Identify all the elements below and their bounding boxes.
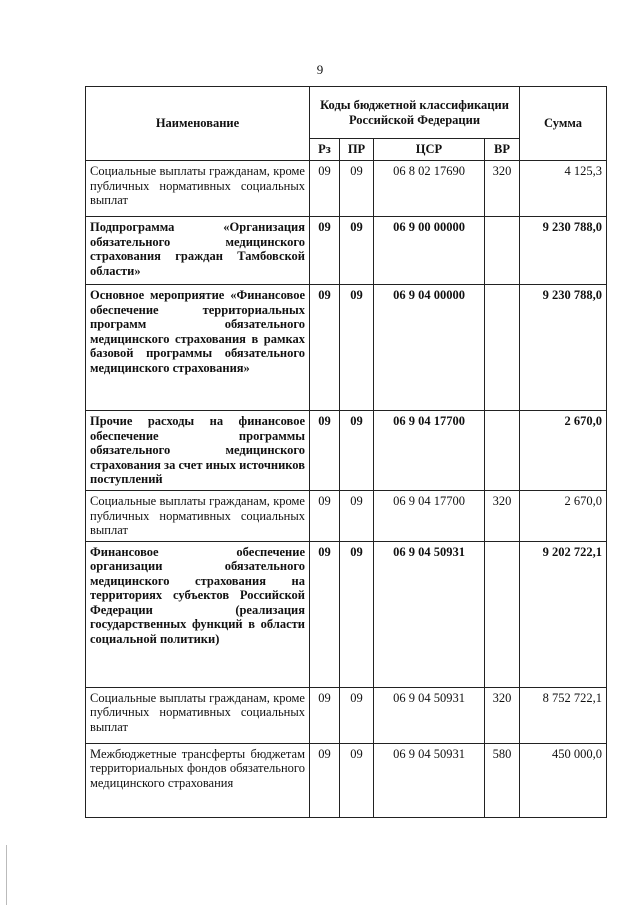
page-number: 9 [316, 62, 324, 77]
header-csr: ЦСР [374, 139, 485, 161]
row-sum: 8 752 722,1 [520, 687, 607, 743]
row-sum: 9 230 788,0 [520, 285, 607, 411]
table-row [86, 491, 607, 542]
header-pr: ПР [340, 139, 374, 161]
row-name: Социальные выплаты гражданам, кроме публичных нормативных социальных выплат [86, 491, 310, 542]
row-vr [485, 411, 520, 491]
row-name: Финансовое обеспечение организации обязательного медицинского страхования на территориях субъектов Российской Федерации (реализация государственных функций в области социальной политики) [86, 541, 310, 687]
row-csr: 06 9 04 50931 [374, 687, 485, 743]
table-row [86, 285, 607, 411]
row-rz: 09 [310, 687, 340, 743]
table-row [86, 411, 607, 491]
row-vr [485, 541, 520, 687]
row-pr: 09 [340, 687, 374, 743]
row-vr: 320 [485, 491, 520, 542]
row-pr: 09 [340, 161, 374, 217]
row-csr: 06 9 00 00000 [374, 217, 485, 285]
table-row [86, 743, 607, 817]
row-sum: 9 230 788,0 [520, 217, 607, 285]
row-rz: 09 [310, 541, 340, 687]
row-pr: 09 [340, 411, 374, 491]
table-row [86, 217, 607, 285]
row-pr: 09 [340, 285, 374, 411]
row-pr: 09 [340, 541, 374, 687]
header-rz: Рз [310, 139, 340, 161]
row-sum: 4 125,3 [520, 161, 607, 217]
row-sum: 9 202 722,1 [520, 541, 607, 687]
header-vr: ВР [485, 139, 520, 161]
row-pr: 09 [340, 491, 374, 542]
header-sum: Сумма [520, 87, 607, 161]
row-rz: 09 [310, 217, 340, 285]
row-sum: 2 670,0 [520, 411, 607, 491]
row-vr: 580 [485, 743, 520, 817]
row-name: Основное мероприятие «Финансовое обеспечение территориальных программ обязательного медицинского страхования в рамках базовой программы обязательного медицинского страхования» [86, 285, 310, 411]
row-csr: 06 8 02 17690 [374, 161, 485, 217]
row-rz: 09 [310, 285, 340, 411]
row-vr: 320 [485, 161, 520, 217]
budget-table [85, 86, 607, 818]
row-csr: 06 9 04 17700 [374, 491, 485, 542]
row-rz: 09 [310, 743, 340, 817]
row-vr [485, 217, 520, 285]
row-name: Социальные выплаты гражданам, кроме публичных нормативных социальных выплат [86, 687, 310, 743]
row-vr [485, 285, 520, 411]
table-row [86, 161, 607, 217]
table-row [86, 687, 607, 743]
table-row [86, 541, 607, 687]
row-csr: 06 9 04 50931 [374, 541, 485, 687]
row-name: Подпрограмма «Организация обязательного медицинского страхования граждан Тамбовской области» [86, 217, 310, 285]
header-name: Наименование [86, 87, 310, 161]
row-sum: 2 670,0 [520, 491, 607, 542]
row-vr: 320 [485, 687, 520, 743]
row-pr: 09 [340, 743, 374, 817]
row-name: Социальные выплаты гражданам, кроме публичных нормативных социальных выплат [86, 161, 310, 217]
row-sum: 450 000,0 [520, 743, 607, 817]
row-csr: 06 9 04 50931 [374, 743, 485, 817]
row-pr: 09 [340, 217, 374, 285]
row-csr: 06 9 04 00000 [374, 285, 485, 411]
row-rz: 09 [310, 411, 340, 491]
row-name: Межбюджетные трансферты бюджетам территориальных фондов обязательного медицинского страхования [86, 743, 310, 817]
row-name: Прочие расходы на финансовое обеспечение программы обязательного медицинского страхования за счет иных источников поступлений [86, 411, 310, 491]
row-rz: 09 [310, 161, 340, 217]
header-codes-group: Коды бюджетной классификации Российской Федерации [310, 87, 520, 139]
row-rz: 09 [310, 491, 340, 542]
scan-edge-mark [6, 845, 7, 905]
row-csr: 06 9 04 17700 [374, 411, 485, 491]
